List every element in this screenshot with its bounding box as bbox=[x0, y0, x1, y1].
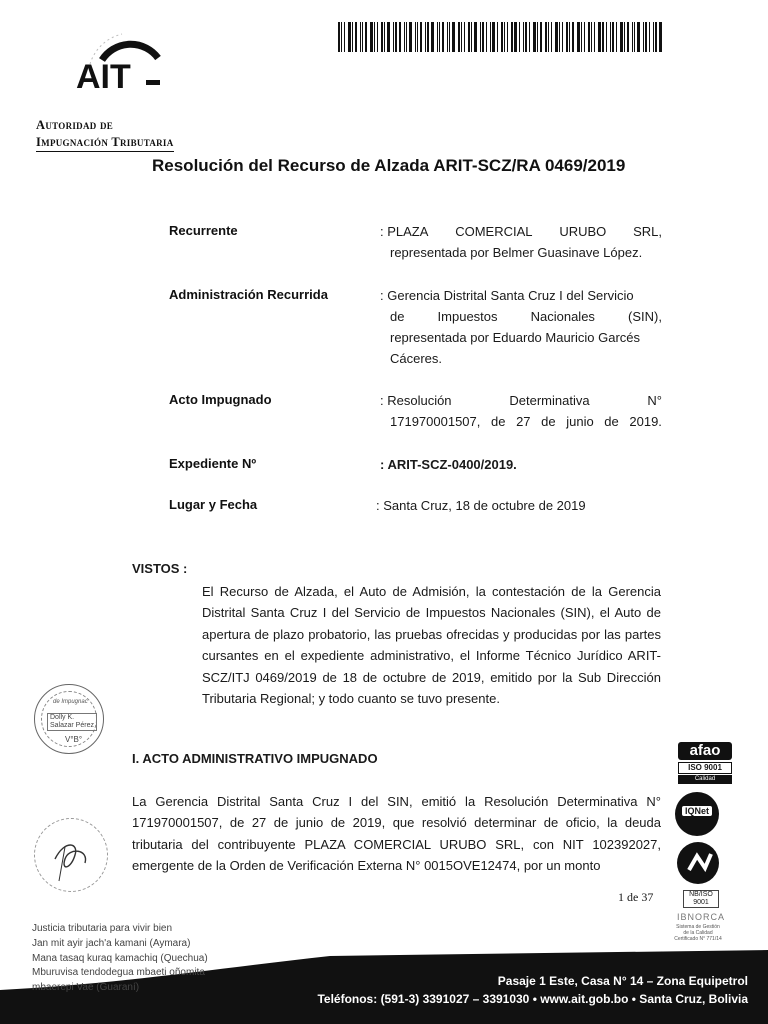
footer-address: Pasaje 1 Este, Casa N° 14 – Zona Equipetrol bbox=[497, 974, 748, 988]
barcode-bar bbox=[634, 22, 635, 52]
motto-line: mbaerepi Vae (Guaraní) bbox=[32, 982, 140, 994]
barcode-bar bbox=[559, 22, 560, 52]
footer-phones: Teléfonos: (591-3) 3391027 – 3391030 • www.ait.gob.bo • Santa Cruz, Bolivia bbox=[317, 992, 748, 1006]
signature-mark bbox=[35, 819, 107, 891]
section-body: La Gerencia Distrital Santa Cruz I del SIN, emitió la Resolución Determinativa N° 171970001507, de 27 de junio de 2019, que resolvió determinar de oficio, la deuda tributaria del contribuyente PLAZA COMERCIAL URUBO SRL, con NIT 102392027, emergente de la Orden de Verificación Externa N° 0015OVE12474, por un monto bbox=[132, 794, 661, 874]
barcode-bar bbox=[442, 22, 444, 52]
stamp-line-2: Dolly K. bbox=[50, 714, 75, 721]
barcode-bar bbox=[637, 22, 640, 52]
barcode-bar bbox=[525, 22, 527, 52]
barcode-bar bbox=[533, 22, 536, 52]
expediente-label: Expediente Nº bbox=[169, 456, 257, 471]
barcode-bar bbox=[468, 22, 470, 52]
barcode-bar bbox=[355, 22, 357, 52]
word: de bbox=[390, 309, 405, 324]
stamp-line-3: Salazar Pérez bbox=[50, 722, 94, 729]
barcode-bar bbox=[572, 22, 574, 52]
barcode-bar bbox=[482, 22, 484, 52]
barcode-bar bbox=[507, 22, 508, 52]
word: 2019. bbox=[629, 414, 662, 429]
word: N° bbox=[647, 393, 662, 408]
cert-line-2: de la Calidad bbox=[683, 930, 713, 936]
barcode-bar bbox=[480, 22, 481, 52]
word: Nacionales bbox=[530, 309, 595, 324]
barcode-bar bbox=[555, 22, 558, 52]
recurrente-label: Recurrente bbox=[169, 223, 238, 238]
barcode-bar bbox=[393, 22, 394, 52]
afao-cert bbox=[678, 742, 732, 786]
barcode-bar bbox=[548, 22, 549, 52]
word: de bbox=[604, 414, 619, 429]
barcode-bar bbox=[471, 22, 472, 52]
stamp-line-4: V°B° bbox=[65, 735, 83, 744]
barcode-bar bbox=[377, 22, 378, 52]
word: 171970001507, bbox=[390, 414, 481, 429]
barcode-bar bbox=[492, 22, 495, 52]
ibnorca-icon bbox=[677, 842, 719, 884]
word: (SIN), bbox=[628, 309, 662, 324]
barcode-bar bbox=[381, 22, 383, 52]
barcode-bar bbox=[486, 22, 487, 52]
iso-label: ISO 9001 bbox=[678, 762, 732, 774]
barcode-bar bbox=[437, 22, 438, 52]
ait-logo bbox=[62, 24, 172, 94]
barcode-bar bbox=[649, 22, 650, 52]
word: de bbox=[541, 414, 556, 429]
barcode-bar bbox=[598, 22, 601, 52]
logo-text: AIT bbox=[76, 58, 131, 94]
barcode-bar bbox=[588, 22, 590, 52]
motto-line: Justicia tributaria para vivir bien bbox=[32, 923, 173, 934]
word: Determinativa bbox=[509, 393, 590, 408]
nb-iso-box bbox=[683, 890, 719, 908]
barcode-bar bbox=[523, 22, 524, 52]
motto-line: Jan mit ayir jach'a kamani (Aymara) bbox=[32, 937, 191, 949]
barcode-bar bbox=[612, 22, 614, 52]
barcode-bar bbox=[447, 22, 448, 52]
barcode-bar bbox=[348, 22, 351, 52]
barcode-bar bbox=[519, 22, 520, 52]
motto-line: Mburuvisa tendodegua mbaeti oñomita bbox=[32, 967, 205, 979]
barcode-bar bbox=[464, 22, 465, 52]
barcode-bar bbox=[384, 22, 385, 52]
barcode-bar bbox=[577, 22, 580, 52]
footer-motto bbox=[32, 922, 208, 996]
barcode-bar bbox=[591, 22, 592, 52]
page-title: Resolución del Recurso de Alzada ARIT-SCZ/RA 0469/2019 bbox=[152, 156, 626, 175]
word: de bbox=[490, 414, 506, 429]
signature-stamp bbox=[34, 684, 104, 754]
cert-line-1: Sistema de Gestión bbox=[676, 924, 720, 930]
barcode-bar bbox=[610, 22, 611, 52]
word: : PLAZA bbox=[380, 224, 429, 239]
barcode-bar bbox=[420, 22, 422, 52]
barcode-bar bbox=[344, 22, 345, 52]
word: junio bbox=[566, 414, 594, 429]
barcode-bar bbox=[474, 22, 477, 52]
barcode-bar bbox=[449, 22, 450, 52]
nb-line-1: NB/ISO bbox=[689, 891, 713, 898]
motto-line: Mana tasaq kuraq kamachiq (Quechua) bbox=[32, 952, 208, 964]
barcode-bar bbox=[632, 22, 633, 52]
barcode-bar bbox=[566, 22, 568, 52]
barcode-bar bbox=[655, 22, 657, 52]
admin-label: Administración Recurrida bbox=[169, 287, 328, 302]
barcode-bar bbox=[545, 22, 547, 52]
acto-line-2 bbox=[380, 411, 662, 432]
barcode-bar bbox=[653, 22, 654, 52]
vistos-label: VISTOS : bbox=[132, 561, 188, 576]
barcode-bar bbox=[431, 22, 434, 52]
barcode-bar bbox=[362, 22, 363, 52]
iqnet-label: IQNet bbox=[682, 806, 712, 816]
barcode-bar bbox=[659, 22, 662, 52]
expediente-value: : ARIT-SCZ-0400/2019. bbox=[380, 457, 517, 472]
recurrente-value bbox=[380, 221, 662, 263]
barcode-bar bbox=[569, 22, 570, 52]
barcode-bar bbox=[461, 22, 462, 52]
barcode-bar bbox=[415, 22, 416, 52]
afao-logo: afao bbox=[678, 742, 732, 760]
barcode-bar bbox=[352, 22, 353, 52]
word: : Resolución bbox=[380, 393, 452, 408]
barcode-bar bbox=[594, 22, 595, 52]
recurrente-line-1 bbox=[380, 221, 662, 242]
stamp-line-1: de Impugnac bbox=[53, 699, 88, 705]
nb-line-2: 9001 bbox=[693, 899, 709, 906]
cert-details bbox=[665, 924, 731, 942]
barcode-bar bbox=[504, 22, 505, 52]
barcode-bar bbox=[537, 22, 538, 52]
barcode bbox=[338, 22, 666, 52]
section-heading: I. ACTO ADMINISTRATIVO IMPUGNADO bbox=[132, 751, 378, 766]
barcode-bar bbox=[606, 22, 607, 52]
barcode-bar bbox=[616, 22, 617, 52]
barcode-bar bbox=[404, 22, 405, 52]
barcode-bar bbox=[417, 22, 418, 52]
vistos-body: El Recurso de Alzada, el Auto de Admisión, la contestación de la Gerencia Distrital Santa Cruz I del Servicio de Impuestos Nacionales (SIN), el Auto de apertura de plazo probatorio, las pruebas ofrecidas y producidas por las partes cursantes en el expediente administrativo, el Informe Técnico Jurídico ARIT-SCZ/ITJ 0469/2019 de 18 de octubre de 2019, emitido por la Sub Dirección Tributaria Regional; y todo cuanto se tuvo presente. bbox=[202, 584, 661, 707]
admin-line-2 bbox=[380, 306, 662, 327]
barcode-bar bbox=[338, 22, 340, 52]
barcode-bar bbox=[497, 22, 498, 52]
org-line-2: Impugnación Tributaria bbox=[36, 134, 174, 152]
barcode-bar bbox=[370, 22, 373, 52]
acto-value bbox=[380, 390, 662, 432]
acto-line-1 bbox=[380, 390, 662, 411]
calidad-label: Calidad bbox=[678, 775, 732, 784]
barcode-bar bbox=[511, 22, 513, 52]
seal bbox=[34, 818, 108, 892]
acto-label: Acto Impugnado bbox=[169, 392, 272, 407]
barcode-bar bbox=[627, 22, 629, 52]
stamp-box bbox=[47, 713, 97, 731]
barcode-bar bbox=[452, 22, 455, 52]
barcode-bar bbox=[387, 22, 390, 52]
cert-line-3: Certificado N° 771/14 bbox=[674, 936, 722, 942]
barcode-bar bbox=[406, 22, 407, 52]
barcode-bar bbox=[360, 22, 361, 52]
barcode-bar bbox=[490, 22, 491, 52]
barcode-bar bbox=[439, 22, 440, 52]
ibnorca-label: IBNORCA bbox=[676, 912, 725, 922]
barcode-bar bbox=[514, 22, 517, 52]
barcode-bar bbox=[581, 22, 582, 52]
word: 27 bbox=[516, 414, 531, 429]
barcode-bar bbox=[425, 22, 426, 52]
barcode-bar bbox=[409, 22, 412, 52]
iqnet-cert bbox=[665, 792, 731, 836]
ibnorca-cert bbox=[665, 842, 731, 946]
admin-line-4: Cáceres. bbox=[390, 351, 443, 366]
barcode-bar bbox=[562, 22, 563, 52]
recurrente-line-2: representada por Belmer Guasinave López. bbox=[390, 245, 643, 260]
footer-contact bbox=[317, 972, 748, 1008]
lugar-label: Lugar y Fecha bbox=[169, 497, 258, 512]
page-number: 1 de 37 bbox=[618, 890, 654, 904]
barcode-bar bbox=[458, 22, 460, 52]
barcode-bar bbox=[643, 22, 644, 52]
lugar-value: : Santa Cruz, 18 de octubre de 2019 bbox=[376, 498, 586, 513]
barcode-bar bbox=[540, 22, 542, 52]
barcode-bar bbox=[341, 22, 342, 52]
word: COMERCIAL bbox=[455, 224, 533, 239]
org-name bbox=[36, 117, 196, 152]
barcode-bar bbox=[645, 22, 647, 52]
barcode-bar bbox=[529, 22, 530, 52]
barcode-bar bbox=[374, 22, 375, 52]
admin-line-3: representada por Eduardo Mauricio Garcés bbox=[390, 330, 641, 345]
barcode-bar bbox=[501, 22, 503, 52]
word: SRL, bbox=[633, 224, 662, 239]
barcode-bar bbox=[427, 22, 429, 52]
barcode-bar bbox=[602, 22, 604, 52]
admin-value bbox=[380, 285, 662, 369]
barcode-bar bbox=[624, 22, 625, 52]
barcode-bar bbox=[620, 22, 623, 52]
barcode-bar bbox=[584, 22, 585, 52]
word: URUBO bbox=[559, 224, 607, 239]
barcode-bar bbox=[399, 22, 401, 52]
word: Impuestos bbox=[437, 309, 498, 324]
barcode-bar bbox=[365, 22, 367, 52]
barcode-bar bbox=[395, 22, 397, 52]
barcode-bar bbox=[551, 22, 552, 52]
admin-line-1: : Gerencia Distrital Santa Cruz I del Servicio bbox=[380, 288, 634, 303]
org-line-1: Autoridad de bbox=[36, 118, 114, 132]
